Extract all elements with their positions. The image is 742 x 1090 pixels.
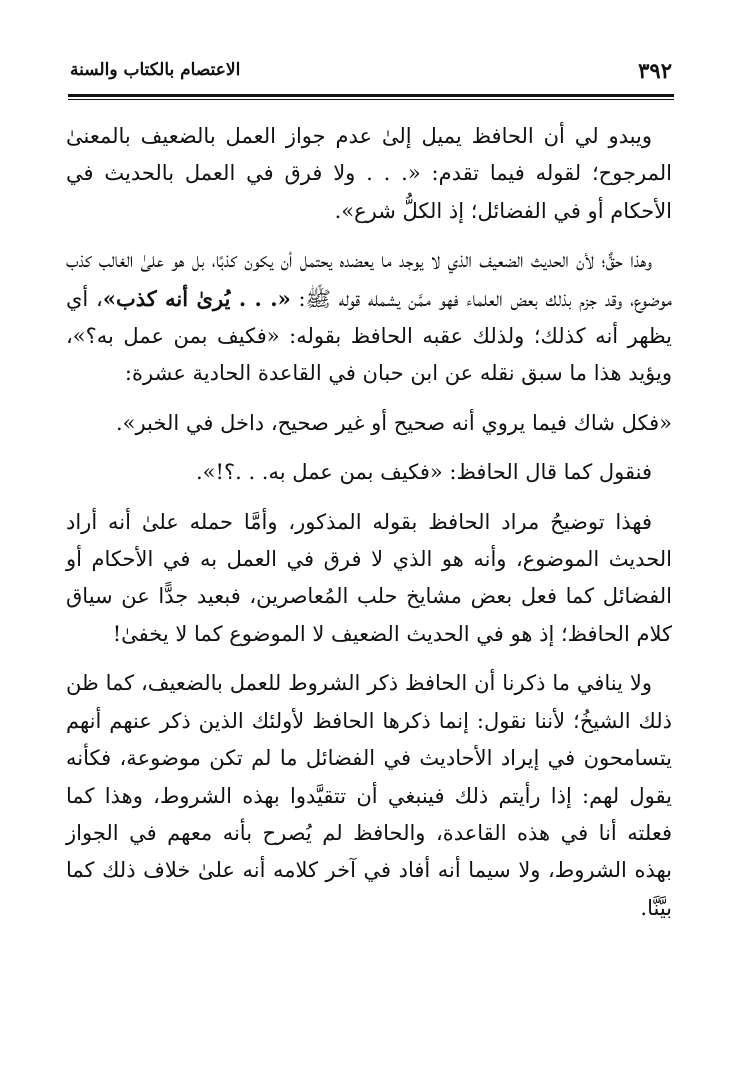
paragraph-6: ولا ينافي ما ذكرنا أن الحافظ ذكر الشروط للعمل بالضعيف، كما ظن ذلك الشيخُ؛ لأننا نقول: إنما ذكرها الحافظ لأولئك الذين ذكر عنهم أنهم يتسامحون في إيراد الأحاديث في الفضائل ما لم تكن موضوعة، فكأنه يقول لهم: إذا رأيتم ذلك فينبغي أن تتقيَّدوا بهذه الشروط، وهذا كما فعلته أنا في هذه القاعدة، والحافظ لم يُصرح بأنه معهم في الجواز بهذه الشروط، ولا سيما أنه أفاد في آخر كلامه أنه علىٰ خلاف ذلك كما بيَّنَّا. bbox=[66, 671, 672, 920]
page-header bbox=[70, 54, 672, 90]
paragraph-2 bbox=[66, 242, 672, 393]
paragraph-2-start: وهذا حقٌّ؛ لأن الحديث الضعيف الذي لا يوجد ما يعضده يحتمل أن يكون كذبًا، بل هو علىٰ الغالب كذب موضوع، وقد جزم بذلك بعض العلماء فهو ممَّن يشمله قوله ﷺ: bbox=[66, 248, 672, 311]
quoted-statement: «فكل شاك فيما يروي أنه صحيح أو غير صحيح، داخل في الخبر». bbox=[115, 410, 672, 435]
header-rule-thick bbox=[68, 94, 674, 97]
page-number: ٣٩٢ bbox=[638, 58, 672, 83]
hadith-quote-emphasis: «. . . يُرىٰ أنه كذب» bbox=[102, 285, 291, 311]
running-title: الاعتصام بالكتاب والسنة bbox=[70, 60, 241, 80]
header-rule-thin bbox=[68, 99, 674, 100]
body-text bbox=[66, 118, 672, 939]
paragraph-4: فنقول كما قال الحافظ: «فكيف بمن عمل به. . .؟!». bbox=[196, 460, 652, 485]
paragraph-2-end: ، أي يظهر أنه كذلك؛ ولذلك عقبه الحافظ بقوله: «فكيف بمن عمل به؟»، ويؤيد هذا ما سبق نقله عن ابن حبان في القاعدة الحادية عشرة: bbox=[66, 286, 672, 386]
paragraph-5: فهذا توضيحُ مراد الحافظ بقوله المذكور، وأمَّا حمله علىٰ أنه أراد الحديث الموضوع، وأنه هو الذي لا فرق في العمل به في الأحكام أو الفضائل كما فعل بعض مشايخ حلب المُعاصرين، فبعيد جدًّا عن سياق كلام الحافظ؛ إذ هو في الحديث الضعيف لا الموضوع كما لا يخفىٰ! bbox=[66, 509, 672, 646]
paragraph-1: ويبدو لي أن الحافظ يميل إلىٰ عدم جواز العمل بالضعيف بالمعنىٰ المرجوح؛ لقوله فيما تقدم: «. . . ولا فرق في العمل بالحديث في الأحكام أو في الفضائل؛ إذ الكلُّ شرع». bbox=[66, 124, 672, 223]
